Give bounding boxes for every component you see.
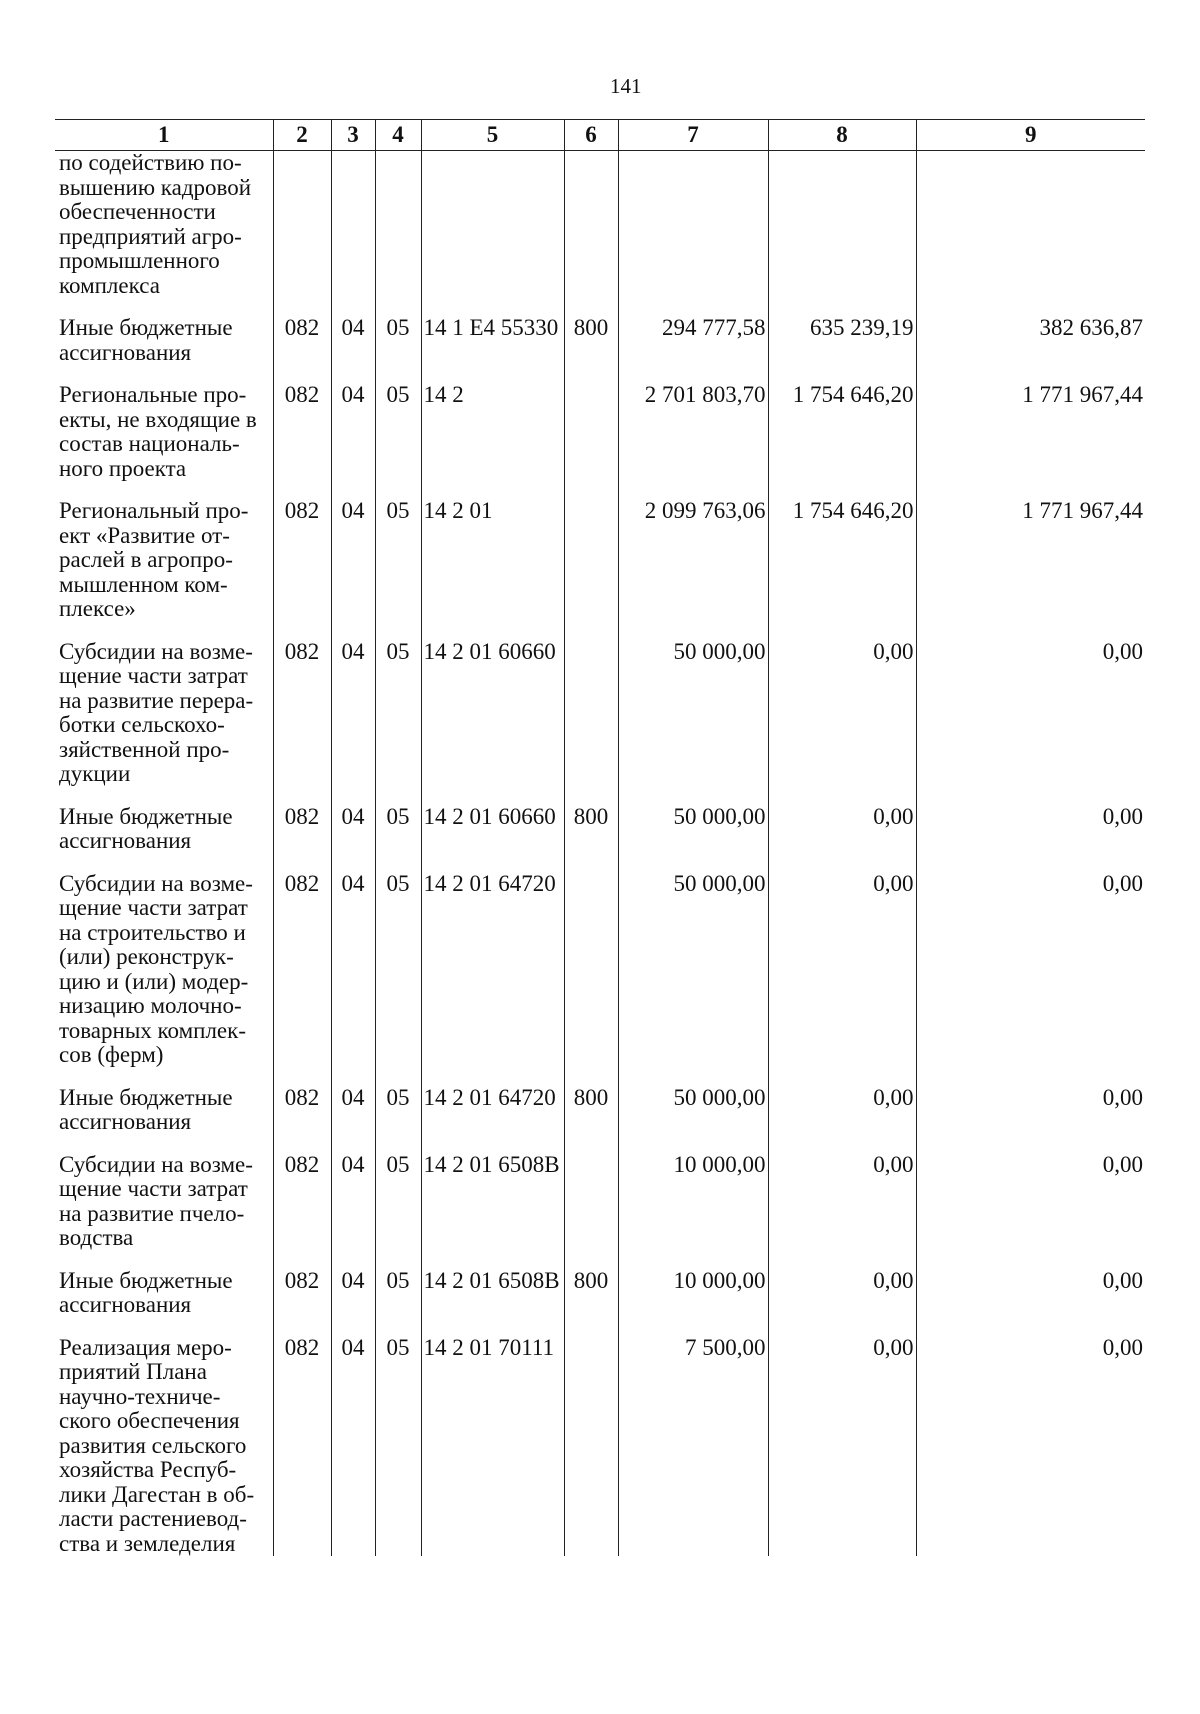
cell-col-6: 800 xyxy=(564,1269,618,1318)
spacer-cell xyxy=(273,365,331,383)
spacer-cell xyxy=(768,298,916,316)
cell-description: Иные бюджетные ассигнования xyxy=(55,1086,273,1135)
cell-col-4: 05 xyxy=(375,805,421,854)
cell-col-8: 0,00 xyxy=(768,872,916,1068)
cell-col-6 xyxy=(564,383,618,481)
cell-col-7: 10 000,00 xyxy=(618,1269,768,1318)
cell-col-9: 0,00 xyxy=(916,640,1145,787)
cell-col-2: 082 xyxy=(273,872,331,1068)
cell-col-5 xyxy=(421,151,564,299)
cell-col-9: 1 771 967,44 xyxy=(916,383,1145,481)
spacer-cell xyxy=(55,365,273,383)
cell-col-3: 04 xyxy=(331,316,375,365)
cell-col-4: 05 xyxy=(375,383,421,481)
spacer-cell xyxy=(564,1251,618,1269)
cell-col-5: 14 2 01 60660 xyxy=(421,805,564,854)
spacer-cell xyxy=(375,481,421,499)
page-number: 141 xyxy=(610,74,642,98)
cell-col-5: 14 2 01 xyxy=(421,499,564,622)
spacer-cell xyxy=(916,1068,1145,1086)
cell-col-4: 05 xyxy=(375,499,421,622)
cell-col-9: 382 636,87 xyxy=(916,316,1145,365)
cell-col-2: 082 xyxy=(273,316,331,365)
cell-col-9: 0,00 xyxy=(916,1153,1145,1251)
cell-col-9: 0,00 xyxy=(916,805,1145,854)
spacer-cell xyxy=(273,1318,331,1336)
cell-col-4: 05 xyxy=(375,1153,421,1251)
spacer-cell xyxy=(768,481,916,499)
cell-col-3 xyxy=(331,151,375,299)
cell-col-7: 50 000,00 xyxy=(618,640,768,787)
spacer-cell xyxy=(375,1068,421,1086)
spacer-cell xyxy=(916,481,1145,499)
spacer-cell xyxy=(331,1318,375,1336)
spacer-cell xyxy=(564,854,618,872)
cell-col-8: 0,00 xyxy=(768,640,916,787)
cell-col-2: 082 xyxy=(273,499,331,622)
header-col-7: 7 xyxy=(618,120,768,151)
spacer-cell xyxy=(273,1135,331,1153)
cell-description: Региональные про- екты, не входящие в состав националь- ного проекта xyxy=(55,383,273,481)
spacer-cell xyxy=(768,365,916,383)
row-spacer xyxy=(55,622,1145,640)
table-row xyxy=(55,1153,1145,1251)
header-col-4: 4 xyxy=(375,120,421,151)
spacer-cell xyxy=(564,1135,618,1153)
spacer-cell xyxy=(618,298,768,316)
row-spacer xyxy=(55,854,1145,872)
spacer-cell xyxy=(55,298,273,316)
spacer-cell xyxy=(375,1251,421,1269)
row-spacer xyxy=(55,298,1145,316)
table-row xyxy=(55,1336,1145,1557)
cell-col-5: 14 2 01 64720 xyxy=(421,1086,564,1135)
spacer-cell xyxy=(55,854,273,872)
cell-col-6 xyxy=(564,1153,618,1251)
cell-description: Реализация меро- приятий Плана научно-техниче- ского обеспечения развития сельского хозяйства Респуб- лики Дагестан в об- ласти растениевод- ства и земледелия xyxy=(55,1336,273,1557)
cell-col-3: 04 xyxy=(331,1336,375,1557)
spacer-cell xyxy=(618,787,768,805)
row-spacer xyxy=(55,1318,1145,1336)
spacer-cell xyxy=(618,481,768,499)
cell-col-9: 0,00 xyxy=(916,1269,1145,1318)
spacer-cell xyxy=(768,1135,916,1153)
header-col-6: 6 xyxy=(564,120,618,151)
cell-col-9: 0,00 xyxy=(916,872,1145,1068)
spacer-cell xyxy=(375,1135,421,1153)
cell-col-4: 05 xyxy=(375,872,421,1068)
cell-col-8: 0,00 xyxy=(768,1269,916,1318)
spacer-cell xyxy=(916,854,1145,872)
spacer-cell xyxy=(768,787,916,805)
spacer-cell xyxy=(55,1251,273,1269)
cell-col-8: 635 239,19 xyxy=(768,316,916,365)
cell-col-7: 50 000,00 xyxy=(618,1086,768,1135)
spacer-cell xyxy=(421,1318,564,1336)
cell-col-6: 800 xyxy=(564,1086,618,1135)
spacer-cell xyxy=(331,854,375,872)
spacer-cell xyxy=(618,1135,768,1153)
spacer-cell xyxy=(273,1068,331,1086)
cell-col-2: 082 xyxy=(273,1153,331,1251)
spacer-cell xyxy=(421,298,564,316)
row-spacer xyxy=(55,1251,1145,1269)
header-col-5: 5 xyxy=(421,120,564,151)
cell-col-4: 05 xyxy=(375,1336,421,1557)
cell-description: Иные бюджетные ассигнования xyxy=(55,805,273,854)
cell-col-9 xyxy=(916,151,1145,299)
cell-col-8: 0,00 xyxy=(768,1153,916,1251)
cell-col-7: 2 099 763,06 xyxy=(618,499,768,622)
cell-col-3: 04 xyxy=(331,1269,375,1318)
cell-col-3: 04 xyxy=(331,1153,375,1251)
cell-col-9: 0,00 xyxy=(916,1336,1145,1557)
cell-description: Региональный про- ект «Развитие от- раслей в агропро- мышленном ком- плексе» xyxy=(55,499,273,622)
table-row xyxy=(55,640,1145,787)
spacer-cell xyxy=(916,1251,1145,1269)
header-col-8: 8 xyxy=(768,120,916,151)
spacer-cell xyxy=(916,622,1145,640)
cell-col-5: 14 1 E4 55330 xyxy=(421,316,564,365)
spacer-cell xyxy=(916,787,1145,805)
table-row xyxy=(55,383,1145,481)
cell-col-6 xyxy=(564,1336,618,1557)
spacer-cell xyxy=(375,854,421,872)
spacer-cell xyxy=(618,854,768,872)
cell-description: по содействию по- вышению кадровой обеспеченности предприятий агро- промышленного комплекса xyxy=(55,151,273,299)
cell-col-8 xyxy=(768,151,916,299)
table-row xyxy=(55,316,1145,365)
spacer-cell xyxy=(564,1068,618,1086)
cell-col-4: 05 xyxy=(375,1086,421,1135)
spacer-cell xyxy=(768,854,916,872)
spacer-cell xyxy=(916,365,1145,383)
cell-col-9: 0,00 xyxy=(916,1086,1145,1135)
table-body xyxy=(55,151,1145,1557)
spacer-cell xyxy=(273,622,331,640)
spacer-cell xyxy=(916,1318,1145,1336)
cell-description: Субсидии на возме- щение части затрат на строительство и (или) реконструк- цию и (или) модер- низацию молочно- товарных комплек- сов (ферм) xyxy=(55,872,273,1068)
spacer-cell xyxy=(273,298,331,316)
spacer-cell xyxy=(331,365,375,383)
cell-col-4: 05 xyxy=(375,640,421,787)
cell-col-4: 05 xyxy=(375,316,421,365)
cell-description: Субсидии на возме- щение части затрат на развитие перера- ботки сельскохо- зяйственной про- дукции xyxy=(55,640,273,787)
spacer-cell xyxy=(55,481,273,499)
spacer-cell xyxy=(421,1068,564,1086)
table-row xyxy=(55,1269,1145,1318)
header-col-2: 2 xyxy=(273,120,331,151)
spacer-cell xyxy=(421,365,564,383)
table-row xyxy=(55,872,1145,1068)
spacer-cell xyxy=(768,1251,916,1269)
cell-col-5: 14 2 01 70111 xyxy=(421,1336,564,1557)
cell-col-6 xyxy=(564,640,618,787)
spacer-cell xyxy=(375,622,421,640)
spacer-cell xyxy=(421,1135,564,1153)
cell-col-7: 294 777,58 xyxy=(618,316,768,365)
spacer-cell xyxy=(564,365,618,383)
budget-table xyxy=(55,119,1145,1556)
row-spacer xyxy=(55,365,1145,383)
header-col-9: 9 xyxy=(916,120,1145,151)
spacer-cell xyxy=(273,1251,331,1269)
cell-col-2 xyxy=(273,151,331,299)
row-spacer xyxy=(55,481,1145,499)
spacer-cell xyxy=(618,1318,768,1336)
cell-col-3: 04 xyxy=(331,805,375,854)
cell-col-5: 14 2 01 6508B xyxy=(421,1269,564,1318)
cell-col-8: 1 754 646,20 xyxy=(768,499,916,622)
cell-col-5: 14 2 01 6508B xyxy=(421,1153,564,1251)
spacer-cell xyxy=(331,1251,375,1269)
spacer-cell xyxy=(55,1318,273,1336)
row-spacer xyxy=(55,787,1145,805)
spacer-cell xyxy=(273,481,331,499)
cell-col-8: 0,00 xyxy=(768,1336,916,1557)
cell-col-3: 04 xyxy=(331,1086,375,1135)
spacer-cell xyxy=(55,622,273,640)
table-row xyxy=(55,1086,1145,1135)
cell-col-2: 082 xyxy=(273,805,331,854)
row-spacer xyxy=(55,1135,1145,1153)
row-spacer xyxy=(55,1068,1145,1086)
cell-col-9: 1 771 967,44 xyxy=(916,499,1145,622)
spacer-cell xyxy=(331,787,375,805)
spacer-cell xyxy=(564,787,618,805)
cell-col-2: 082 xyxy=(273,1336,331,1557)
spacer-cell xyxy=(421,1251,564,1269)
cell-col-5: 14 2 xyxy=(421,383,564,481)
spacer-cell xyxy=(916,1135,1145,1153)
cell-col-3: 04 xyxy=(331,640,375,787)
spacer-cell xyxy=(375,298,421,316)
spacer-cell xyxy=(55,787,273,805)
cell-col-6: 800 xyxy=(564,805,618,854)
cell-col-5: 14 2 01 64720 xyxy=(421,872,564,1068)
cell-col-7: 2 701 803,70 xyxy=(618,383,768,481)
cell-col-2: 082 xyxy=(273,383,331,481)
spacer-cell xyxy=(375,1318,421,1336)
cell-col-6 xyxy=(564,151,618,299)
spacer-cell xyxy=(375,365,421,383)
cell-col-6 xyxy=(564,499,618,622)
cell-col-5: 14 2 01 60660 xyxy=(421,640,564,787)
spacer-cell xyxy=(564,622,618,640)
header-col-1: 1 xyxy=(55,120,273,151)
spacer-cell xyxy=(273,787,331,805)
cell-col-7: 7 500,00 xyxy=(618,1336,768,1557)
spacer-cell xyxy=(375,787,421,805)
spacer-cell xyxy=(421,622,564,640)
table-row xyxy=(55,499,1145,622)
cell-description: Иные бюджетные ассигнования xyxy=(55,316,273,365)
cell-description: Субсидии на возме- щение части затрат на развитие пчело- водства xyxy=(55,1153,273,1251)
cell-col-2: 082 xyxy=(273,1269,331,1318)
spacer-cell xyxy=(768,1068,916,1086)
spacer-cell xyxy=(331,1068,375,1086)
spacer-cell xyxy=(564,298,618,316)
cell-col-4 xyxy=(375,151,421,299)
cell-col-7: 50 000,00 xyxy=(618,872,768,1068)
spacer-cell xyxy=(768,622,916,640)
spacer-cell xyxy=(55,1068,273,1086)
cell-col-8: 0,00 xyxy=(768,805,916,854)
cell-description: Иные бюджетные ассигнования xyxy=(55,1269,273,1318)
cell-col-8: 0,00 xyxy=(768,1086,916,1135)
spacer-cell xyxy=(273,854,331,872)
spacer-cell xyxy=(564,481,618,499)
cell-col-2: 082 xyxy=(273,640,331,787)
cell-col-4: 05 xyxy=(375,1269,421,1318)
cell-col-2: 082 xyxy=(273,1086,331,1135)
header-col-3: 3 xyxy=(331,120,375,151)
cell-col-6: 800 xyxy=(564,316,618,365)
spacer-cell xyxy=(768,1318,916,1336)
spacer-cell xyxy=(916,298,1145,316)
spacer-cell xyxy=(421,787,564,805)
spacer-cell xyxy=(331,622,375,640)
spacer-cell xyxy=(421,481,564,499)
spacer-cell xyxy=(55,1135,273,1153)
spacer-cell xyxy=(618,365,768,383)
spacer-cell xyxy=(421,854,564,872)
spacer-cell xyxy=(618,622,768,640)
spacer-cell xyxy=(331,298,375,316)
cell-col-3: 04 xyxy=(331,499,375,622)
cell-col-6 xyxy=(564,872,618,1068)
spacer-cell xyxy=(618,1251,768,1269)
cell-col-7 xyxy=(618,151,768,299)
cell-col-3: 04 xyxy=(331,872,375,1068)
cell-col-8: 1 754 646,20 xyxy=(768,383,916,481)
cell-col-3: 04 xyxy=(331,383,375,481)
table-row xyxy=(55,805,1145,854)
spacer-cell xyxy=(618,1068,768,1086)
spacer-cell xyxy=(331,1135,375,1153)
spacer-cell xyxy=(331,481,375,499)
header-row xyxy=(55,120,1145,151)
cell-col-7: 10 000,00 xyxy=(618,1153,768,1251)
spacer-cell xyxy=(564,1318,618,1336)
table-row xyxy=(55,151,1145,299)
cell-col-7: 50 000,00 xyxy=(618,805,768,854)
